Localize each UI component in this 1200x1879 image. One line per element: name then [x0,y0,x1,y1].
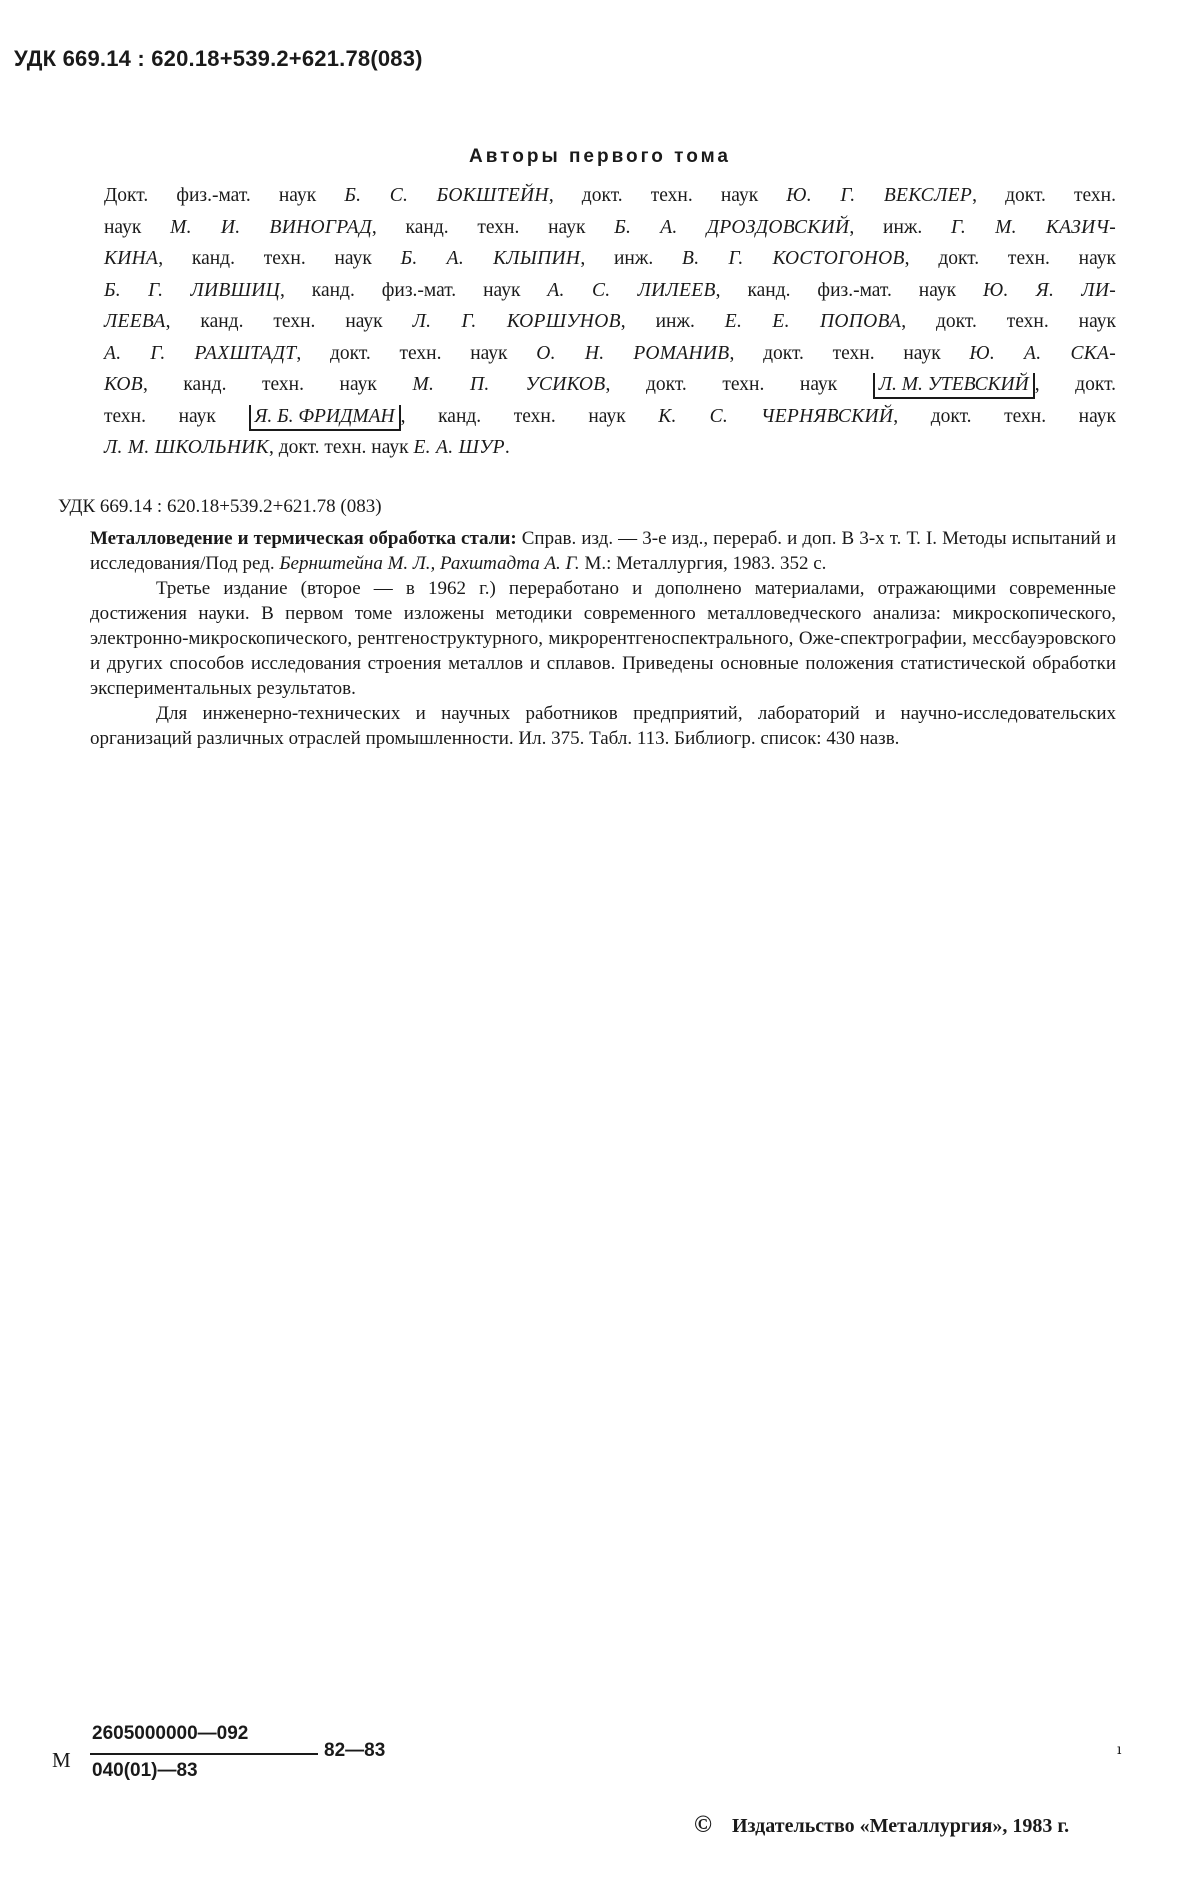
author-degree: , докт. техн. наук [901,311,1116,332]
book-title: Металловедение и термическая обработка стали: [90,528,517,549]
author-degree: , канд. техн. наук [165,311,413,332]
author-degree: , канд. физ.-мат. наук [715,279,984,301]
authors-line [104,369,1116,401]
catalog-code-denominator: 040(01)—83 [92,1760,198,1781]
author-name: О. Н. РОМАНИВ [536,342,730,364]
author-degree: , докт. техн. наук [729,342,970,364]
catalog-code-numerator: 2605000000—092 [92,1723,249,1744]
author-name: М. И. ВИНОГРАД [170,216,372,238]
edition-info: Справ. изд. — 3-е изд., перераб. и доп. В 3-х т. Т. I. Методы испытаний и исследования/Под ред. [90,528,1117,574]
author-name: Ю. Г. ВЕКСЛЕР [786,185,973,206]
copyright-icon: © [694,1812,712,1838]
author-name: Г. М. КАЗИЧ- [950,216,1116,238]
author-degree: . [504,437,510,458]
authors-list [104,180,1116,464]
authors-line [104,306,1116,338]
annotation-paragraph: Третье издание (второе — в 1962 г.) переработано и дополнено материалами, отражающими современные достижения науки. В первом томе изложены методики современного металловедческого анализа: микроскопического, электронно-микроскопического, рентгеноструктурного, микрорентгеноспектрального, Оже-спектрографии, мессбауэровского и других способов исследования строения металлов и сплавов. Приведены основные положения статистической обработки экспериментальных результатов. [90,578,1116,699]
stray-mark: ı [1117,1742,1122,1758]
authors-heading: Авторы первого тома [469,146,731,167]
author-degree: , докт. техн. [972,185,1116,206]
author-name: Ю. А. СКА- [969,342,1117,364]
author-name: М. П. УСИКОВ [412,374,606,395]
author-name: К. С. ЧЕРНЯВСКИЙ [658,405,894,427]
author-degree: , канд. техн. наук [142,374,413,395]
author-name: Л. Г. КОРШУНОВ [412,311,621,332]
author-name: Е. Е. ПОПОВА [724,311,902,332]
author-degree: Докт. физ.-мат. наук [104,185,345,206]
publisher-text: Издательство «Металлургия», 1983 г. [731,1815,1070,1837]
author-degree: , докт. техн. наук [268,437,414,458]
author-name: Б. А. КЛЫПИН [400,248,581,269]
deceased-author-name: Я. Б. ФРИДМАН [249,405,401,431]
author-name: В. Г. КОСТОГОНОВ [681,248,905,269]
bibliographic-annotation [90,526,1116,751]
author-name: ЛЕЕВА [104,311,166,332]
authors-line [104,432,1116,464]
udk-code-top: УДК 669.14 : 620.18+539.2+621.78(083) [14,46,423,71]
author-name: Е. А. ШУР [413,437,505,458]
author-degree: , канд. техн. наук [400,405,659,427]
catalog-code-prefix: М [52,1748,71,1772]
author-name: КИНА [104,248,159,269]
author-degree: , докт. техн. наук [296,342,537,364]
author-name: А. Г. РАХШТАДТ [104,342,297,364]
author-degree: , докт. [1034,374,1116,395]
author-name: Б. С. БОКШТЕЙН [344,185,549,206]
udk-code-annotation: УДК 669.14 : 620.18+539.2+621.78 (083) [58,496,382,517]
deceased-author-name: Л. М. УТЕВСКИЙ [873,373,1035,399]
catalog-code-suffix: 82—83 [324,1740,386,1761]
authors-line [104,275,1116,307]
author-degree: , канд. физ.-мат. наук [280,279,548,301]
imprint: М.: Металлургия, 1983. 352 с. [579,553,827,574]
author-degree: , докт. техн. наук [904,248,1116,269]
authors-line [104,212,1116,244]
author-degree: , инж. [620,311,725,332]
author-degree: техн. наук [104,405,249,427]
author-degree: наук [104,216,171,238]
author-name: Ю. Я. ЛИ- [983,279,1117,301]
author-name: КОВ [104,374,143,395]
author-degree: , докт. техн. наук [548,185,787,206]
catalog-code [52,1720,412,1790]
authors-line [104,243,1116,275]
authors-line [104,401,1116,433]
audience-paragraph: Для инженерно-технических и научных работников предприятий, лабораторий и научно-исследовательских организаций различных отраслей промышленности. Ил. 375. Табл. 113. Библиогр. список: 430 назв. [90,703,1116,749]
author-degree: , канд. техн. наук [371,216,615,238]
author-degree: , инж. [849,216,951,238]
author-name: Б. Г. ЛИВШИЦ [104,279,280,301]
author-name: Б. А. ДРОЗДОВСКИЙ [614,216,850,238]
authors-line [104,180,1116,212]
copyright-line [694,1812,1069,1839]
authors-line [104,338,1116,370]
author-degree: , докт. техн. наук [893,405,1117,427]
fraction-line [90,1753,318,1755]
editors: Бернштейна М. Л., Рахштадта А. Г. [279,553,580,574]
author-name: А. С. ЛИЛЕЕВ [547,279,716,301]
author-name: Л. М. ШКОЛЬНИК [104,437,269,458]
author-degree: , докт. техн. наук [605,374,873,395]
author-degree: , инж. [580,248,682,269]
bibliographic-entry [90,526,1116,576]
author-degree: , канд. техн. наук [158,248,401,269]
